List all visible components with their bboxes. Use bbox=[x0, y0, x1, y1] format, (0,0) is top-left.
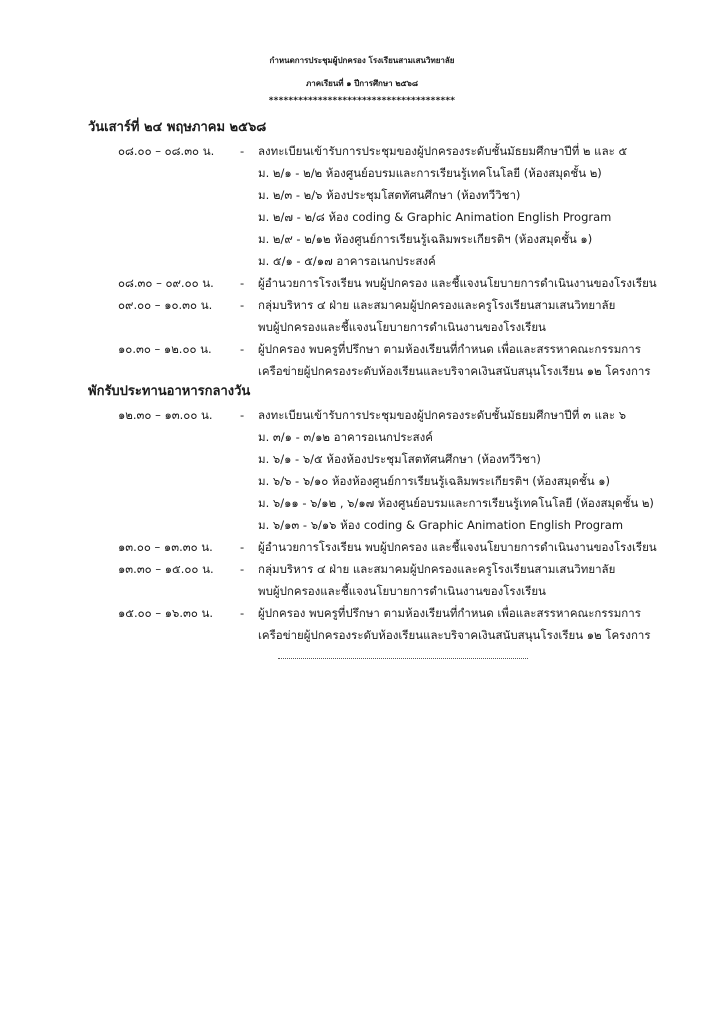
schedule-text: ม. ๒/๓ - ๒/๖ ห้องประชุมโสตทัศนศึกษา (ห้องทวีวิชา) bbox=[258, 188, 521, 202]
document-title: กำหนดการประชุมผู้ปกครอง โรงเรียนสามเสนวิทยาลัย bbox=[269, 56, 455, 65]
schedule-time: ๑๕.๐๐ – ๑๖.๓๐ น. bbox=[118, 606, 214, 620]
schedule-text: ลงทะเบียนเข้ารับการประชุมของผู้ปกครองระดับชั้นมัธยมศึกษาปีที่ ๓ และ ๖ bbox=[258, 408, 627, 422]
schedule-time: ๐๘.๓๐ – ๐๙.๐๐ น. bbox=[118, 276, 214, 290]
schedule-text: ม. ๖/๑ - ๖/๕ ห้องห้องประชุมโสตทัศนศึกษา (ห้องทวีวิชา) bbox=[258, 452, 541, 466]
schedule-text: ผู้อำนวยการโรงเรียน พบผู้ปกครอง และชี้แจงนโยบายการดำเนินงานของโรงเรียน bbox=[258, 276, 657, 290]
schedule-text: เครือข่ายผู้ปกครองระดับห้องเรียนและบริจาคเงินสนับสนุนโรงเรียน ๑๒ โครงการ bbox=[258, 628, 651, 642]
schedule-dash: - bbox=[240, 606, 245, 620]
schedule-text: ผู้ปกครอง พบครูที่ปรึกษา ตามห้องเรียนที่กำหนด เพื่อและสรรหาคณะกรรมการ bbox=[258, 606, 641, 620]
schedule-text: ผู้ปกครอง พบครูที่ปรึกษา ตามห้องเรียนที่กำหนด เพื่อและสรรหาคณะกรรมการ bbox=[258, 342, 641, 356]
schedule-dash: - bbox=[240, 408, 245, 422]
schedule-text: ม. ๖/๑๑ - ๖/๑๒ , ๖/๑๗ ห้องศูนย์อบรมและการเรียนรู้เทคโนโลยี (ห้องสมุดชั้น ๒) bbox=[258, 496, 654, 510]
schedule-dash: - bbox=[240, 276, 245, 290]
schedule-text: ม. ๖/๖ - ๖/๑๐ ห้องห้องศูนย์การเรียนรู้เฉลิมพระเกียรติฯ (ห้องสมุดชั้น ๑) bbox=[258, 474, 611, 488]
schedule-text: ม. ๒/๑ - ๒/๒ ห้องศูนย์อบรมและการเรียนรู้เทคโนโลยี (ห้องสมุดชั้น ๒) bbox=[258, 166, 602, 180]
schedule-text: พบผู้ปกครองและชี้แจงนโยบายการดำเนินงานของโรงเรียน bbox=[258, 584, 546, 598]
schedule-time: ๑๒.๓๐ – ๑๓.๐๐ น. bbox=[118, 408, 213, 422]
schedule-text: ม. ๒/๙ - ๒/๑๒ ห้องศูนย์การเรียนรู้เฉลิมพระเกียรติฯ (ห้องสมุดชั้น ๑) bbox=[258, 232, 593, 246]
schedule-text: เครือข่ายผู้ปกครองระดับห้องเรียนและบริจาคเงินสนับสนุนโรงเรียน ๑๒ โครงการ bbox=[258, 364, 651, 378]
schedule-dash: - bbox=[240, 540, 245, 554]
title-separator: ************************************** bbox=[268, 96, 456, 106]
schedule-dash: - bbox=[240, 298, 245, 312]
schedule-dash: - bbox=[240, 144, 245, 158]
schedule-time: ๑๐.๓๐ – ๑๒.๐๐ น. bbox=[118, 342, 212, 356]
schedule-time: ๑๓.๓๐ – ๑๕.๐๐ น. bbox=[118, 562, 214, 576]
schedule-text: ลงทะเบียนเข้ารับการประชุมของผู้ปกครองระดับชั้นมัธยมศึกษาปีที่ ๒ และ ๕ bbox=[258, 144, 628, 158]
schedule-dash: - bbox=[240, 562, 245, 576]
schedule-dash: - bbox=[240, 342, 245, 356]
schedule-text: ม. ๒/๗ - ๒/๘ ห้อง coding & Graphic Animation English Program bbox=[258, 210, 612, 224]
schedule-text: ม. ๓/๑ - ๓/๑๒ อาคารอเนกประสงค์ bbox=[258, 430, 433, 444]
schedule-time: ๐๙.๐๐ – ๑๐.๓๐ น. bbox=[118, 298, 213, 312]
schedule-time: ๑๓.๐๐ – ๑๓.๓๐ น. bbox=[118, 540, 213, 554]
end-dotted-line bbox=[278, 652, 528, 659]
schedule-text: ม. ๖/๑๓ - ๖/๑๖ ห้อง coding & Graphic Animation English Program bbox=[258, 518, 624, 532]
lunch-heading: พักรับประทานอาหารกลางวัน bbox=[88, 384, 251, 399]
schedule-text: กลุ่มบริหาร ๔ ฝ่าย และสมาคมผู้ปกครองและครูโรงเรียนสามเสนวิทยาลัย bbox=[258, 298, 616, 312]
schedule-text: ม. ๕/๑ - ๕/๑๗ อาคารอเนกประสงค์ bbox=[258, 254, 436, 268]
day-heading: วันเสาร์ที่ ๒๔ พฤษภาคม ๒๕๖๘ bbox=[88, 120, 267, 135]
schedule-text: กลุ่มบริหาร ๔ ฝ่าย และสมาคมผู้ปกครองและครูโรงเรียนสามเสนวิทยาลัย bbox=[258, 562, 616, 576]
schedule-text: ผู้อำนวยการโรงเรียน พบผู้ปกครอง และชี้แจงนโยบายการดำเนินงานของโรงเรียน bbox=[258, 540, 657, 554]
schedule-text: พบผู้ปกครองและชี้แจงนโยบายการดำเนินงานของโรงเรียน bbox=[258, 320, 546, 334]
schedule-time: ๐๘.๐๐ – ๐๘.๓๐ น. bbox=[118, 144, 215, 158]
document-subtitle: ภาคเรียนที่ ๑ ปีการศึกษา ๒๕๖๘ bbox=[306, 79, 418, 88]
